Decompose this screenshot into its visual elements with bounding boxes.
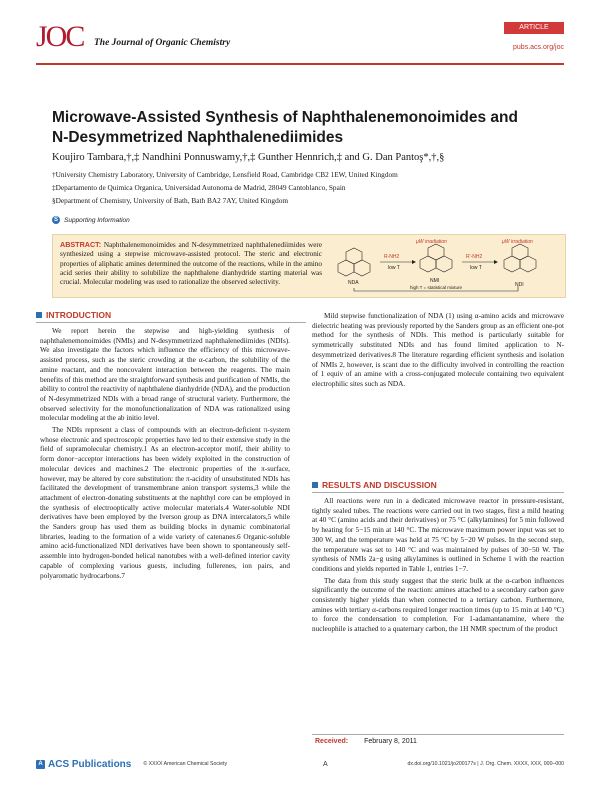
article-tag: ARTICLE [504,22,564,34]
arrow-1-head [412,260,416,264]
received-label: Received: [315,738,349,745]
condition-2: low T [470,265,482,271]
publisher-name: ACS Publications [48,758,132,770]
journal-logo: JOC [36,20,84,53]
abstract-text [60,240,322,287]
article-title [52,108,552,148]
section-results-title: RESULTS AND DISCUSSION [322,480,437,490]
title-line-1: Microwave-Assisted Synthesis of Naphthalenemonoimides and [52,109,518,126]
intro-paragraph-1: We report herein the stepwise and high-yielding synthesis of naphthalenemonoimides (NMIs) and N-desymmetrized naphthalenediimides (NDIs). We also investigate the factors which influence the efficiency of this microwave-assisted process, such as the steric crowding at the α-carbon, the solubility of the amine reactant, and the noncovalent interaction between the reagents. The main benefits of this method are the straightforward synthesis and purification of NMIs, the ability to control the reactivity of naphthalene dianhydride (NDA), and the production of N-desymmetrized NDIs with a broad range of structural variety. Furthermore, the observed selectivity for the monofunctionalization of NDA was rationalized using molecular modeling at the ab initio level. [40,327,290,423]
nmi-label: NMI [430,278,440,284]
section-rule [312,492,564,493]
nmi-structure [420,244,452,272]
section-intro-heading [36,310,111,320]
affiliation-1: †University Chemistry Laboratory, University of Cambridge, Lensfield Road, Cambridge CB2 1EW, United Kingdom [52,170,398,179]
doi-link[interactable]: dx.doi.org/10.1021/jo200177s | J. Org. Chem. XXXX, XXX, 000–000 [407,761,564,767]
reagent-2: R'-NH2 [466,254,483,260]
condition-1: low T [388,265,400,271]
abstract-label: ABSTRACT: [60,240,102,249]
results-paragraph-1: All reactions were run in a dedicated microwave reactor in pressure-resistant, tightly sealed tubes. The reactions were carried out in two stages, first a mild heating at 40 °C (amino acids and their derivatives) or 75 °C (alkylamines) for 5 min followed by heating for 5−15 min at 140 °C. The microwave maximum power input was set to 300 W, and the temperature was held at 75 °C by 5−20 W pulses. In the second step, the temperature was set to 140 °C and was maintained by pulses of 30−50 W. The synthesis of NMIs 2a−g using alkylamines is outlined in Scheme 1 with the reaction conditions and yields reported in Table 1, entries 1−7. [312,497,564,573]
received-rule [312,734,564,735]
supporting-info-label: Supporting Information [64,216,130,224]
supporting-info-link[interactable] [52,216,130,224]
section-marker-icon [36,312,42,318]
intro-paragraph-2: The NDIs represent a class of compounds with an electron-deficient π-system whose electronic and spectroscopic properties have led to their extensive study in the field of supramolecular chemistry.1 As an electron-acceptor motif, their ability to form donor−acceptor interactions has been widely exploited in the construction of molecular devices and machines.2 The electronic properties of the π-surface, however, may be altered by core substitution: the π-acidity of unsubstituted NDIs has facilitated the development of transmembrane anion transport systems,3 while the attachment of electron-donating substituents at the naphthyl core can be employed in the synthesis of electrooptically active molecular materials.4 Water-soluble NDI derivatives have been employed by the Iverson group as DNA intercalators,5 while the Sanders group has used them as building blocks in dynamic combinatorial libraries, leading to the formation of a wide variety of catenanes.6 Organic-soluble amino acid-functionalized NDI derivatives have been shown to spontaneously self-assemble into hydrogen-bonded helical nanotubes with a well-defined interior cavity capable of complexing various guests, including fullerenes, ion pairs, and polyaromatic hydrocarbons.7 [40,426,290,580]
arrow-2-head [494,260,498,264]
bottom-condition: high T = statistical mixture [410,285,462,290]
page-letter: A [323,760,328,768]
journal-name: The Journal of Organic Chemistry [94,38,231,48]
title-line-2: N-Desymmetrized Naphthalenediimides [52,129,344,146]
supporting-info-icon: S [53,217,58,223]
mw-label-1: μW irradiation [416,239,447,245]
ndi-label: NDI [515,282,524,288]
toc-scheme-graphic [332,238,562,294]
publisher-logo [36,759,131,770]
page-footer [36,758,564,770]
intro-paragraph-3: Mild stepwise functionalization of NDA (1) using α-amino acids and microwave dielectric heating was previously reported by the Sanders group as an efficient one-pot method for the synthesis of NDIs. This method is particularly suitable for symmetrically substituted NDIs and has found limited application to N-desymmetrized derivatives.8 The literature regarding efficient synthesis and isolation of NMIs 2, however, is scant due to the difficulty involved in controlling the reaction of 1 equiv of an amine with a cross-conjugated molecule containing two equivalent electrophilic sites such as NDA. [312,312,564,388]
left-column [40,327,290,581]
copyright: © XXXX American Chemical Society [143,761,228,767]
acs-logo-icon: A [36,760,45,769]
affiliation-3: §Department of Chemistry, University of Bath, Bath BA2 7AY, United Kingdom [52,196,289,205]
nda-structure [338,248,370,276]
section-marker-icon [312,482,318,488]
abstract-body: Naphthalenemonoimides and N-desymmetrized naphthalenediimides were synthesized using a stepwise microwave-assisted protocol. The steric and electronic properties of aliphatic amines determined the outcome of the reactions, while in the amino acid series their ability to solubilize the naphthalene dianhydride starting material was crucial. Molecular modeling was used to rationalize the observed selectivity. [60,241,323,287]
right-column-results [312,497,564,635]
right-column-top [312,312,564,390]
journal-url-link[interactable]: pubs.acs.org/joc [513,44,564,51]
results-paragraph-2: The data from this study suggest that the steric bulk at the α-carbon influences significantly the outcome of the reaction: amines attached to a secondary carbon gave consistently higher yields than when connected to a tertiary carbon. Furthermore, amines with tertiary α-carbons required longer reaction times (up to 15 min at 140 °C) to force the condensation to completion. For 1-adamantanamine, where the nucleophile is attached to a quaternary carbon, the 1H NMR spectrum of the product [312,576,564,634]
received-date: February 8, 2011 [364,738,417,745]
ndi-structure [504,244,536,272]
section-intro-title: INTRODUCTION [46,310,112,320]
mw-label-2: μW irradiation [502,239,533,245]
received-line [315,738,417,745]
header-divider [36,63,564,65]
nda-label: NDA [348,280,359,286]
affiliation-2: ‡Departamento de Quimica Organica, Universidad Autonoma de Madrid, 28049 Cantoblanco, Spain [52,183,346,192]
section-rule [36,322,306,323]
section-results-heading [312,480,437,490]
author-list: Koujiro Tambara,†,‡ Nandhini Ponnuswamy,†,‡ Gunther Hennrich,‡ and G. Dan Pantoş*,†,§ [52,152,445,163]
reagent-1: R-NH2 [384,254,400,260]
